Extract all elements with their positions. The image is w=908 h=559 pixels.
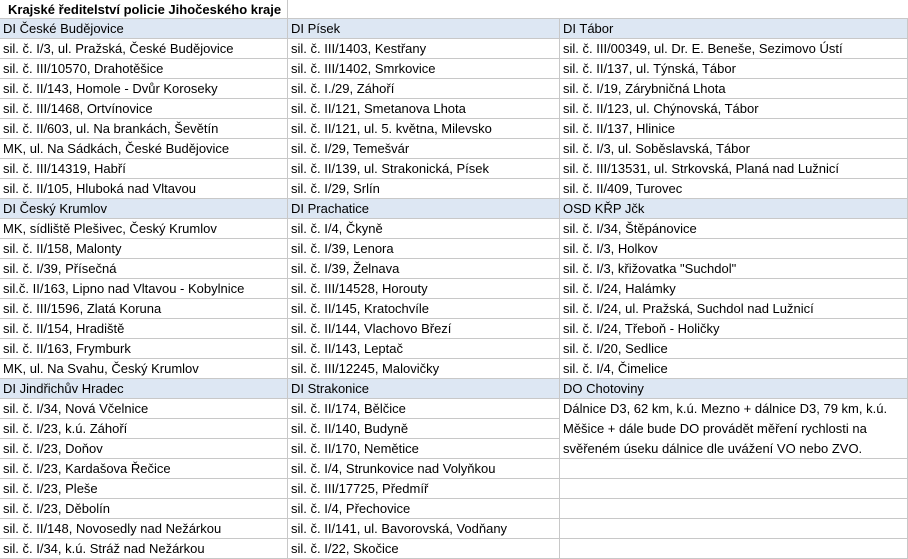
table-cell[interactable]: sil.č. II/163, Lipno nad Vltavou - Kobylnice bbox=[0, 279, 288, 299]
table-cell[interactable]: sil. č. I/29, Temešvár bbox=[288, 139, 560, 159]
section-header[interactable]: DI Písek bbox=[288, 19, 560, 39]
table-cell[interactable]: sil. č. II/409, Turovec bbox=[560, 179, 908, 199]
table-cell[interactable]: sil. č. II/139, ul. Strakonická, Písek bbox=[288, 159, 560, 179]
empty-cell[interactable] bbox=[560, 499, 908, 519]
table-cell[interactable]: sil. č. I/3, ul. Pražská, České Budějovice bbox=[0, 39, 288, 59]
table-cell[interactable]: MK, sídliště Plešivec, Český Krumlov bbox=[0, 219, 288, 239]
table-cell[interactable]: sil. č. II/158, Malonty bbox=[0, 239, 288, 259]
table-cell[interactable]: sil. č. I/23, Děbolín bbox=[0, 499, 288, 519]
empty-cell[interactable] bbox=[560, 539, 908, 559]
table-cell[interactable]: sil. č. I/20, Sedlice bbox=[560, 339, 908, 359]
table-cell[interactable]: sil. č. I/34, k.ú. Stráž nad Nežárkou bbox=[0, 539, 288, 559]
table-cell[interactable]: sil. č. II/163, Frymburk bbox=[0, 339, 288, 359]
empty-cell[interactable] bbox=[560, 479, 908, 499]
sheet-title[interactable]: Krajské ředitelství policie Jihočeského kraje bbox=[0, 0, 288, 19]
table-cell[interactable]: sil. č. I/39, Želnava bbox=[288, 259, 560, 279]
table-cell[interactable]: sil. č. III/12245, Malovičky bbox=[288, 359, 560, 379]
table-cell[interactable]: sil. č. I/39, Lenora bbox=[288, 239, 560, 259]
empty-cell[interactable] bbox=[560, 459, 908, 479]
table-cell[interactable]: sil. č. II/145, Kratochvíle bbox=[288, 299, 560, 319]
table-cell[interactable]: sil. č. I/4, Čimelice bbox=[560, 359, 908, 379]
table-cell[interactable]: sil. č. III/10570, Drahotěšice bbox=[0, 59, 288, 79]
table-cell[interactable]: sil. č. I/34, Štěpánovice bbox=[560, 219, 908, 239]
table-cell[interactable]: MK, ul. Na Sádkách, České Budějovice bbox=[0, 139, 288, 159]
column-2 bbox=[288, 19, 560, 559]
table-cell[interactable]: sil. č. III/13531, ul. Strkovská, Planá nad Lužnicí bbox=[560, 159, 908, 179]
table-cell[interactable]: sil. č. I/3, Holkov bbox=[560, 239, 908, 259]
table-cell[interactable]: sil. č. III/14528, Horouty bbox=[288, 279, 560, 299]
table-cell[interactable]: sil. č. II/137, ul. Týnská, Tábor bbox=[560, 59, 908, 79]
section-header[interactable]: DI Prachatice bbox=[288, 199, 560, 219]
table-cell[interactable]: sil. č. I/4, Strunkovice nad Volyňkou bbox=[288, 459, 560, 479]
table-cell[interactable]: sil. č. II/170, Nemětice bbox=[288, 439, 560, 459]
table-cell[interactable]: sil. č. III/17725, Předmíř bbox=[288, 479, 560, 499]
table-cell[interactable]: sil. č. III/1403, Kestřany bbox=[288, 39, 560, 59]
section-header[interactable]: DI Tábor bbox=[560, 19, 908, 39]
table-cell[interactable]: sil. č. II/174, Bělčice bbox=[288, 399, 560, 419]
table-cell[interactable]: sil. č. III/1402, Smrkovice bbox=[288, 59, 560, 79]
section-header[interactable]: DI Český Krumlov bbox=[0, 199, 288, 219]
section-header[interactable]: DI Strakonice bbox=[288, 379, 560, 399]
table-cell[interactable]: sil. č. I/34, Nová Včelnice bbox=[0, 399, 288, 419]
table-cell[interactable]: sil. č. II/121, Smetanova Lhota bbox=[288, 99, 560, 119]
column-1 bbox=[0, 19, 288, 559]
table-cell[interactable]: sil. č. II/148, Novosedly nad Nežárkou bbox=[0, 519, 288, 539]
table-cell[interactable]: sil. č. I/29, Srlín bbox=[288, 179, 560, 199]
table-cell[interactable]: sil. č. I/24, ul. Pražská, Suchdol nad Lužnicí bbox=[560, 299, 908, 319]
table-cell[interactable]: sil. č. II/143, Homole - Dvůr Koroseky bbox=[0, 79, 288, 99]
section-header[interactable]: DO Chotoviny bbox=[560, 379, 908, 399]
table-cell[interactable]: sil. č. II/123, ul. Chýnovská, Tábor bbox=[560, 99, 908, 119]
table-cell[interactable]: sil. č. I/39, Přísečná bbox=[0, 259, 288, 279]
table-cell[interactable]: sil. č. I/23, Doňov bbox=[0, 439, 288, 459]
table-cell[interactable]: sil. č. II/140, Budyně bbox=[288, 419, 560, 439]
table-cell[interactable]: sil. č. III/14319, Habří bbox=[0, 159, 288, 179]
table-cell[interactable]: sil. č. III/1596, Zlatá Koruna bbox=[0, 299, 288, 319]
table-cell[interactable]: sil. č. III/00349, ul. Dr. E. Beneše, Sezimovo Ústí bbox=[560, 39, 908, 59]
table-cell[interactable]: sil. č. I/3, křižovatka "Suchdol" bbox=[560, 259, 908, 279]
table-cell[interactable]: sil. č. II/144, Vlachovo Březí bbox=[288, 319, 560, 339]
table-cell[interactable]: sil. č. I/3, ul. Soběslavská, Tábor bbox=[560, 139, 908, 159]
table-cell[interactable]: sil. č. I/24, Třeboň - Holičky bbox=[560, 319, 908, 339]
table-cell[interactable]: sil. č. I/19, Zárybničná Lhota bbox=[560, 79, 908, 99]
table-cell[interactable]: sil. č. II/154, Hradiště bbox=[0, 319, 288, 339]
section-header[interactable]: DI Jindřichův Hradec bbox=[0, 379, 288, 399]
table-cell[interactable]: sil. č. I./29, Záhoří bbox=[288, 79, 560, 99]
table-cell[interactable]: sil. č. I/23, Pleše bbox=[0, 479, 288, 499]
section-header[interactable]: OSD KŘP Jčk bbox=[560, 199, 908, 219]
column-3 bbox=[560, 19, 908, 559]
section-header[interactable]: DI České Budějovice bbox=[0, 19, 288, 39]
merged-note-cell[interactable]: Dálnice D3, 62 km, k.ú. Mezno + dálnice D3, 79 km, k.ú. Měšice + dále bude DO provádět měření rychlosti na svěřeném úseku dálnice dle uvážení VO nebo ZVO. bbox=[560, 399, 908, 459]
table-cell[interactable]: MK, ul. Na Svahu, Český Krumlov bbox=[0, 359, 288, 379]
table-cell[interactable]: sil. č. I/22, Skočice bbox=[288, 539, 560, 559]
table-cell[interactable]: sil. č. I/24, Halámky bbox=[560, 279, 908, 299]
table-cell[interactable]: sil. č. III/1468, Ortvínovice bbox=[0, 99, 288, 119]
table-cell[interactable]: sil. č. II/105, Hluboká nad Vltavou bbox=[0, 179, 288, 199]
table-cell[interactable]: sil. č. I/23, k.ú. Záhoří bbox=[0, 419, 288, 439]
table-cell[interactable]: sil. č. II/137, Hlinice bbox=[560, 119, 908, 139]
table-cell[interactable]: sil. č. II/143, Leptač bbox=[288, 339, 560, 359]
empty-cell[interactable] bbox=[288, 0, 908, 19]
table-cell[interactable]: sil. č. I/4, Přechovice bbox=[288, 499, 560, 519]
table-cell[interactable]: sil. č. I/4, Čkyně bbox=[288, 219, 560, 239]
table-cell[interactable]: sil. č. II/121, ul. 5. května, Milevsko bbox=[288, 119, 560, 139]
empty-cell[interactable] bbox=[560, 519, 908, 539]
table-cell[interactable]: sil. č. II/603, ul. Na brankách, Ševětín bbox=[0, 119, 288, 139]
table-cell[interactable]: sil. č. II/141, ul. Bavorovská, Vodňany bbox=[288, 519, 560, 539]
table-cell[interactable]: sil. č. I/23, Kardašova Řečice bbox=[0, 459, 288, 479]
